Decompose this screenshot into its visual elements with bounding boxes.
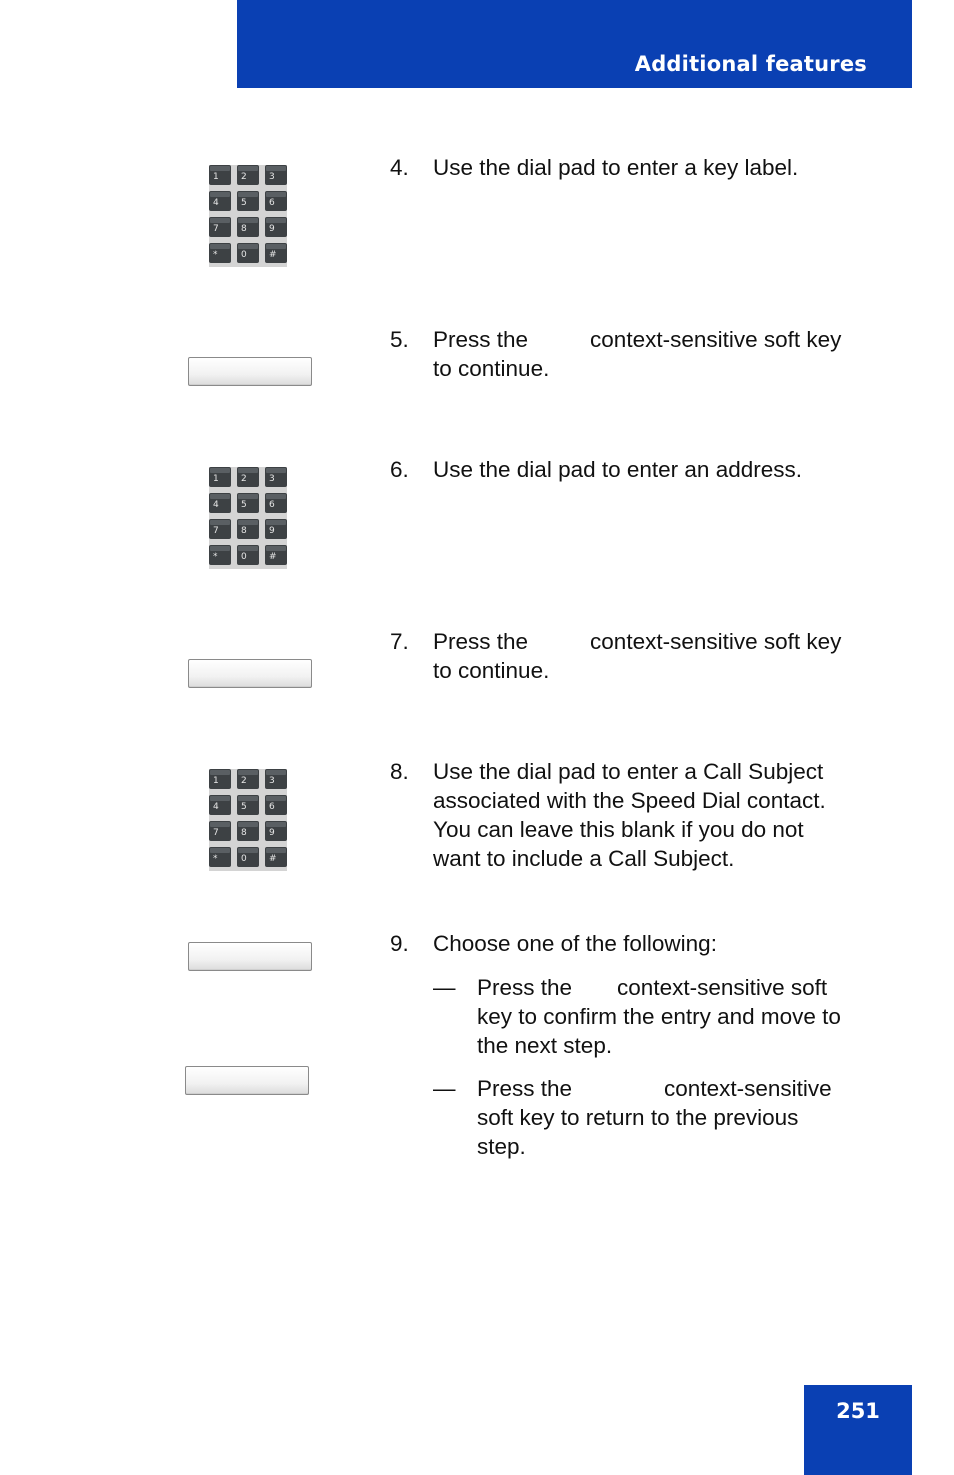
soft-key-button[interactable] — [185, 1066, 309, 1095]
dialpad-key-highlight — [266, 166, 286, 171]
dialpad-svg — [209, 165, 287, 267]
dialpad-key-label: 8 — [241, 224, 247, 234]
dialpad-key-label: 8 — [241, 526, 247, 536]
dialpad-svg — [209, 467, 287, 569]
step-text-line2: to continue. — [433, 356, 550, 381]
dialpad-key-highlight — [238, 796, 258, 801]
dialpad-key-label: 0 — [241, 250, 247, 260]
dialpad-key-label: * — [213, 854, 218, 864]
dialpad-key-highlight — [238, 192, 258, 197]
sub-text-line: the next step. — [477, 1033, 613, 1058]
dialpad-key-highlight — [210, 244, 230, 249]
section-title: Additional features — [634, 52, 867, 76]
dialpad-key-label: 5 — [241, 500, 247, 510]
dialpad-key-label: 9 — [269, 526, 275, 536]
step-number: 6. — [390, 457, 409, 482]
step-number: 7. — [390, 629, 409, 654]
dialpad-key-highlight — [266, 192, 286, 197]
dialpad-key-label: 9 — [269, 828, 275, 838]
step-text-before: Press the — [433, 327, 529, 352]
dialpad-key-label: 4 — [213, 198, 219, 208]
step-text-after: context-sensitive soft key — [590, 327, 842, 352]
dialpad-key-highlight — [266, 848, 286, 853]
dialpad-key-highlight — [238, 244, 258, 249]
dialpad-key-label: 0 — [241, 854, 247, 864]
dialpad-key-label: 1 — [213, 776, 219, 786]
dialpad-key-label: 2 — [241, 776, 247, 786]
dialpad-key-label: 9 — [269, 224, 275, 234]
step-text: Choose one of the following: — [433, 931, 717, 956]
dialpad-key-label: # — [269, 552, 277, 562]
step-text — [433, 627, 873, 685]
step-number: 5. — [390, 327, 409, 352]
dialpad-key-highlight — [210, 546, 230, 551]
step-text — [433, 757, 873, 873]
dialpad-key-highlight — [238, 822, 258, 827]
sub-text-before: Press the — [477, 1076, 573, 1101]
dialpad-key-label: 2 — [241, 474, 247, 484]
step-text: Use the dial pad to enter a key label. — [433, 155, 799, 180]
dialpad-key-label: 4 — [213, 500, 219, 510]
page-number-box — [804, 1385, 912, 1475]
dialpad-key-highlight — [238, 520, 258, 525]
step-text-before: Press the — [433, 629, 529, 654]
step-number: 8. — [390, 759, 409, 784]
dialpad-key-label: 5 — [241, 802, 247, 812]
dialpad-key-highlight — [210, 822, 230, 827]
dialpad-key-label: 6 — [269, 802, 275, 812]
header-bar — [237, 0, 912, 88]
dialpad-key-label: 5 — [241, 198, 247, 208]
dialpad-key-highlight — [266, 218, 286, 223]
dialpad-key-highlight — [210, 192, 230, 197]
dialpad-key-label: * — [213, 552, 218, 562]
dialpad-key-label: * — [213, 250, 218, 260]
page-number: 251 — [836, 1399, 880, 1423]
dialpad-icon — [209, 165, 287, 267]
step-number: 4. — [390, 155, 409, 180]
sub-text-line: soft key to return to the previous — [477, 1105, 799, 1130]
dialpad-key-highlight — [238, 494, 258, 499]
dialpad-key-label: 7 — [213, 828, 219, 838]
dialpad-key-highlight — [266, 822, 286, 827]
dialpad-key-highlight — [238, 218, 258, 223]
dialpad-key-highlight — [210, 520, 230, 525]
dialpad-key-highlight — [210, 494, 230, 499]
dialpad-key-label: 6 — [269, 198, 275, 208]
dialpad-svg — [209, 769, 287, 871]
dialpad-key-highlight — [266, 796, 286, 801]
dash-bullet: — — [433, 975, 456, 1000]
dialpad-key-highlight — [266, 244, 286, 249]
dialpad-icon — [209, 467, 287, 569]
step-text: Use the dial pad to enter an address. — [433, 457, 802, 482]
dialpad-key-label: 3 — [269, 172, 275, 182]
dialpad-icon — [209, 769, 287, 871]
dialpad-key-highlight — [210, 770, 230, 775]
dialpad-key-highlight — [210, 166, 230, 171]
sub-text-line: step. — [477, 1134, 526, 1159]
soft-key-button[interactable] — [188, 942, 312, 971]
dialpad-key-label: 4 — [213, 802, 219, 812]
sub-text-line: key to confirm the entry and move to — [477, 1004, 841, 1029]
dash-bullet: — — [433, 1076, 456, 1101]
dialpad-key-label: 3 — [269, 776, 275, 786]
step-number: 9. — [390, 931, 409, 956]
dialpad-key-label: 1 — [213, 474, 219, 484]
sub-text-before: Press the — [477, 975, 573, 1000]
dialpad-key-highlight — [238, 770, 258, 775]
sub-text-after: context-sensitive soft — [617, 975, 828, 1000]
sub-item-text — [477, 1074, 872, 1161]
dialpad-key-highlight — [210, 848, 230, 853]
soft-key-button[interactable] — [188, 357, 312, 386]
soft-key-button[interactable] — [188, 659, 312, 688]
step-text-after: context-sensitive soft key — [590, 629, 842, 654]
dialpad-key-highlight — [266, 468, 286, 473]
dialpad-key-label: 0 — [241, 552, 247, 562]
dialpad-key-label: 7 — [213, 224, 219, 234]
step-text-line: Use the dial pad to enter a Call Subject — [433, 759, 824, 784]
dialpad-key-label: 6 — [269, 500, 275, 510]
dialpad-key-label: 1 — [213, 172, 219, 182]
step-text — [433, 325, 873, 383]
dialpad-key-highlight — [238, 848, 258, 853]
dialpad-key-label: 7 — [213, 526, 219, 536]
dialpad-key-highlight — [210, 796, 230, 801]
sub-item-text — [477, 973, 872, 1060]
dialpad-key-highlight — [238, 546, 258, 551]
step-text-line: associated with the Speed Dial contact. — [433, 788, 826, 813]
dialpad-key-highlight — [210, 468, 230, 473]
dialpad-key-highlight — [266, 494, 286, 499]
dialpad-key-highlight — [266, 520, 286, 525]
dialpad-key-highlight — [238, 468, 258, 473]
dialpad-key-label: # — [269, 250, 277, 260]
dialpad-key-label: 2 — [241, 172, 247, 182]
dialpad-key-label: # — [269, 854, 277, 864]
step-text-line: want to include a Call Subject. — [433, 846, 735, 871]
step-text-line: You can leave this blank if you do not — [433, 817, 804, 842]
dialpad-key-highlight — [266, 770, 286, 775]
dialpad-key-highlight — [238, 166, 258, 171]
dialpad-key-highlight — [210, 218, 230, 223]
sub-text-after: context-sensitive — [664, 1076, 832, 1101]
dialpad-key-label: 8 — [241, 828, 247, 838]
dialpad-key-highlight — [266, 546, 286, 551]
dialpad-key-label: 3 — [269, 474, 275, 484]
step-text-line2: to continue. — [433, 658, 550, 683]
